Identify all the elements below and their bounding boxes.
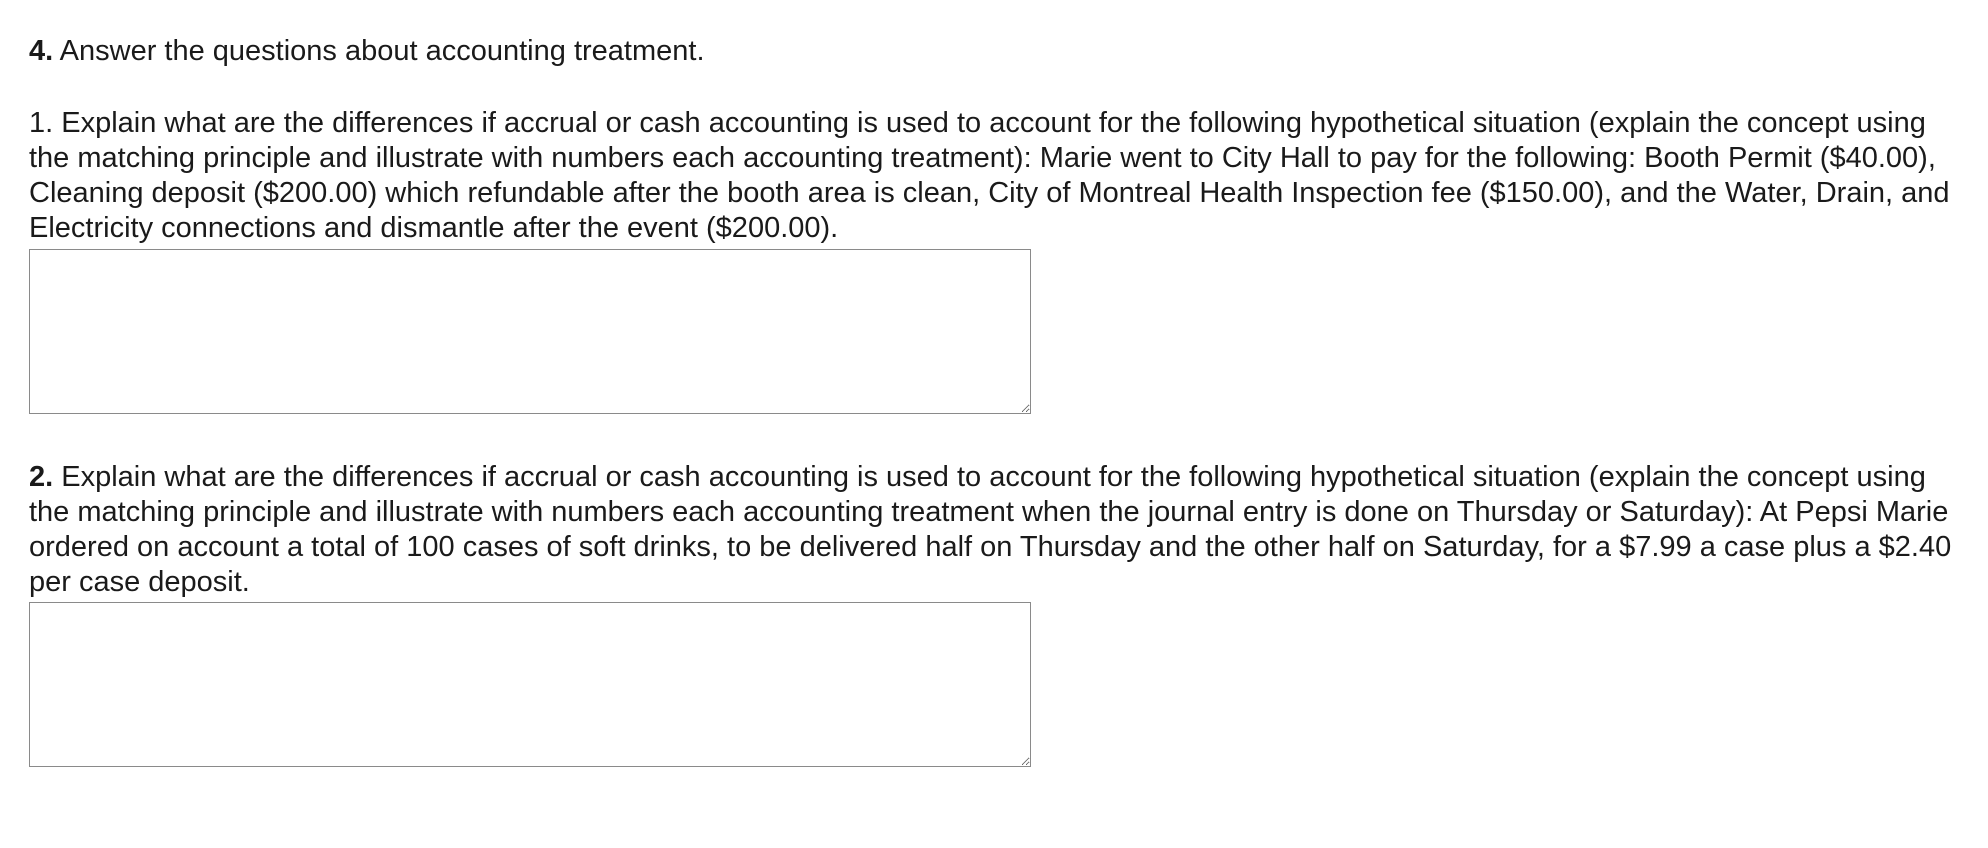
question-1-text: Explain what are the differences if accrual or cash accounting is used to account for the following hypothetical situation (explain the concept using the matching principle and illustrate with numbers each accounting treatment): Marie went to City Hall to pay for the following: Booth Permit ($40.00), Cleaning deposit ($200.00) which refundable after the booth area is clean, City of Montreal Health Inspection fee ($150.00), and the Water, Drain, and Electricity connections and dismantle after the event ($200.00).	[29, 107, 1950, 244]
question-2-prompt	[29, 460, 1959, 600]
question-1-answer-textarea[interactable]	[29, 249, 1031, 414]
question-1-prompt	[29, 106, 1959, 246]
question-1-number: 1.	[29, 107, 54, 139]
question-2-answer-textarea[interactable]	[29, 602, 1031, 767]
section-title: Answer the questions about accounting treatment.	[59, 35, 705, 67]
question-2-text: Explain what are the differences if accrual or cash accounting is used to account for the following hypothetical situation (explain the concept using the matching principle and illustrate with numbers each accounting treatment when the journal entry is done on Thursday or Saturday): At Pepsi Marie ordered on account a total of 100 cases of soft drinks, to be delivered half on Thursday and the other half on Saturday, for a $7.99 a case plus a $2.40 per case deposit.	[29, 461, 1952, 598]
section-heading	[29, 34, 705, 69]
question-2-number: 2.	[29, 461, 54, 493]
section-number: 4.	[29, 35, 54, 67]
